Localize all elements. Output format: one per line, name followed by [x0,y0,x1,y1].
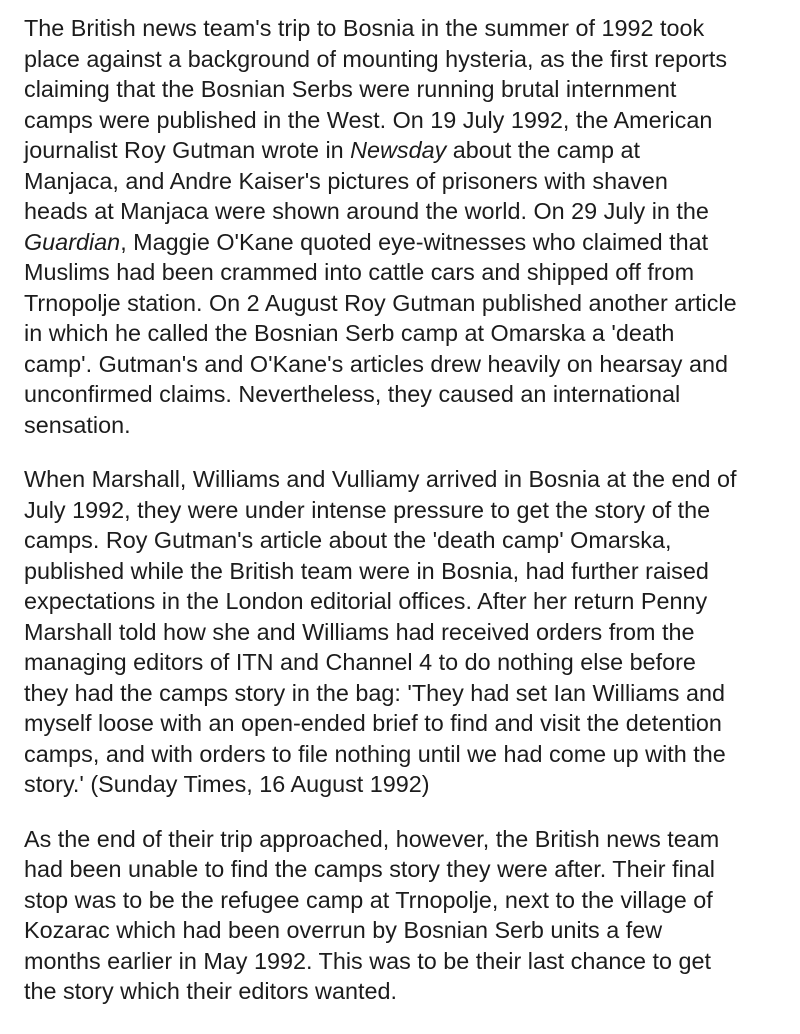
text-segment: , Maggie O'Kane quoted eye-witnesses who claimed that [120,228,709,255]
text-segment: claiming that the Bosnian Serbs were running brutal internment [24,76,677,102]
text-line [24,586,796,617]
text-line [24,74,796,105]
text-segment: had been unable to find the camps story they were after. Their final [24,856,715,882]
text-line [24,678,796,709]
text-segment: Trnopolje station. On 2 August Roy Gutman published another article [24,289,737,316]
text-segment: months earlier in May 1992. This was to be their last chance to get [24,947,712,974]
text-segment: camps were published in the West. On 19 July 1992, the American [24,106,713,133]
text-line [24,739,796,770]
text-segment: published while the British team were in Bosnia, had further raised [24,557,709,584]
text-segment: The British news team's trip to Bosnia in the summer of 1992 took [24,15,705,41]
text-segment: stop was to be the refugee camp at Trnopolje, next to the village of [24,886,713,913]
text-segment: Muslims had been crammed into cattle cars and shipped off from [24,259,695,285]
text-line [24,410,796,441]
text-segment: Marshall told how she and Williams had received orders from the [24,618,695,645]
text-segment: journalist Roy Gutman wrote in [24,137,351,163]
text-segment: sensation. [24,411,131,438]
paragraph-1 [24,13,800,440]
text-line [24,769,796,800]
text-segment: myself loose with an open-ended brief to find and visit the detention [24,710,722,736]
text-segment: Manjaca, and Andre Kaiser's pictures of prisoners with shaven [24,167,668,194]
text-segment: managing editors of ITN and Channel 4 to do nothing else before [24,649,696,675]
text-line [24,288,796,319]
text-line [24,617,796,648]
text-segment: unconfirmed claims. Nevertheless, they caused an international [24,381,681,407]
text-segment: the story which their editors wanted. [24,978,397,1004]
paragraph-2 [24,464,800,800]
text-segment: in which he called the Bosnian Serb camp at Omarska a 'death [24,320,675,346]
text-line [24,915,796,946]
text-segment: camp'. Gutman's and O'Kane's articles drew heavily on hearsay and [24,350,728,377]
text-line [24,379,796,410]
text-line [24,495,796,526]
text-line [24,318,796,349]
text-line [24,13,796,44]
text-line [24,885,796,916]
italic-publication-name: Newsday [350,137,447,163]
text-line [24,464,796,495]
text-segment: Kozarac which had been overrun by Bosnian Serb units a few [24,917,663,943]
text-segment: about the camp at [446,137,640,163]
italic-publication-name: Guardian [24,228,121,255]
text-segment: expectations in the London editorial offices. After her return Penny [24,588,708,614]
article-body [24,13,800,1007]
text-line [24,647,796,678]
text-line [24,708,796,739]
text-segment: story.' (Sunday Times, 16 August 1992) [24,771,430,797]
paragraph-gap [24,440,800,464]
text-segment: July 1992, they were under intense pressure to get the story of the [24,496,711,523]
text-line [24,105,796,136]
paragraph-gap [24,800,800,824]
text-line [24,976,796,1007]
text-line [24,135,796,166]
text-line [24,946,796,977]
text-segment: When Marshall, Williams and Vulliamy arrived in Bosnia at the end of [24,466,737,492]
text-line [24,525,796,556]
text-line [24,227,796,258]
text-segment: camps, and with orders to file nothing until we had come up with the [24,740,726,767]
text-segment: place against a background of mounting hysteria, as the first reports [24,45,728,72]
text-line [24,257,796,288]
text-segment: they had the camps story in the bag: 'They had set Ian Williams and [24,679,726,706]
text-line [24,556,796,587]
text-segment: heads at Manjaca were shown around the world. On 29 July in the [24,198,709,224]
text-line [24,854,796,885]
text-segment: camps. Roy Gutman's article about the 'death camp' Omarska, [24,527,672,553]
text-line [24,196,796,227]
text-line [24,166,796,197]
paragraph-3 [24,824,800,1007]
text-line [24,44,796,75]
text-segment: As the end of their trip approached, however, the British news team [24,825,720,852]
text-line [24,824,796,855]
text-line [24,349,796,380]
